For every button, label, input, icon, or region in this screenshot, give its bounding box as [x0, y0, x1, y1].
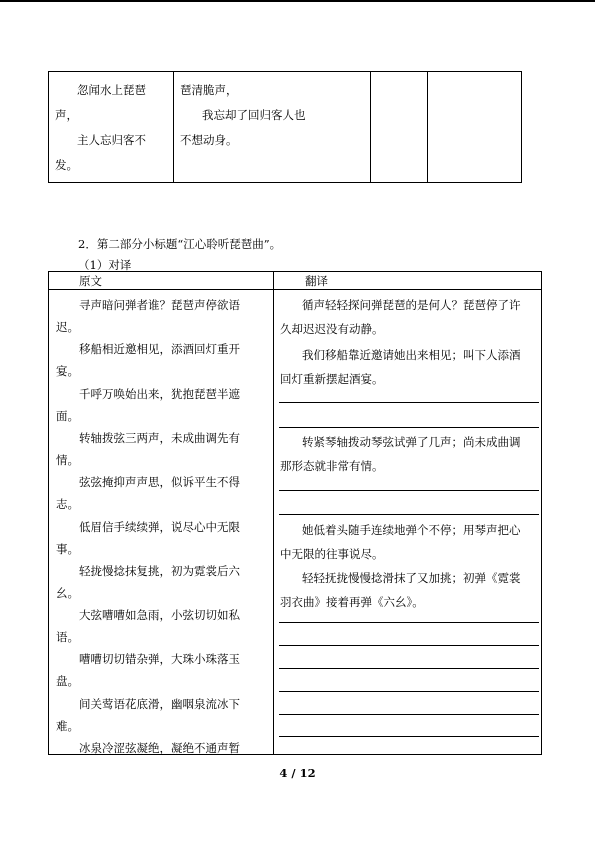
original-line: 间关莺语花底滑，幽咽泉流冰下: [79, 696, 240, 711]
answer-blank: [279, 645, 539, 646]
translation-line: 她低着头随手连续地弹个不停；用琴声把心: [302, 523, 521, 537]
answer-blank: [279, 668, 539, 669]
translation-line: 中无限的往事说尽。: [280, 547, 384, 561]
translation-line: 轻轻抚拢慢慢捻滑抹了又加挑；初弹《霓裳: [302, 571, 521, 585]
translation-line: 我们移船靠近邀请她出来相见；叫下人添酒: [302, 348, 521, 362]
translation-line: 久却迟迟没有动静。: [280, 322, 384, 336]
original-line: 事。: [56, 541, 79, 556]
original-line: 面。: [56, 408, 79, 423]
original-line: 难。: [56, 718, 79, 733]
text-line: 琶清脆声，: [180, 83, 238, 97]
text-line: 忽闻水上琵琶: [77, 83, 146, 97]
original-line: 志。: [56, 497, 79, 512]
original-line: 语。: [56, 630, 79, 645]
original-line: 寻声暗问弹者谁？琵琶声停欲语: [79, 298, 240, 312]
translation-table: [48, 271, 542, 755]
original-line: 迟。: [56, 320, 79, 334]
original-line: 轻拢慢捻抹复挑，初为霓裳后六: [79, 563, 240, 578]
original-line: 低眉信手续续弹，说尽心中无限: [79, 519, 240, 534]
text-line: 声，: [55, 108, 78, 122]
top-rule: [0, 0, 595, 2]
translation-line: 转紧琴轴拨动琴弦试弹了几声；尚未成曲调: [302, 435, 521, 449]
translation-line: 羽衣曲》接着再弹《六幺》。: [280, 595, 424, 609]
answer-blank: [279, 490, 539, 491]
original-text-cell: [49, 72, 174, 182]
text-line: 主人忘归客不: [77, 133, 146, 147]
translation-cell: [174, 72, 371, 182]
answer-blank: [279, 736, 539, 737]
answer-blank: [279, 427, 539, 428]
header-original: 原文: [79, 274, 102, 288]
page-number: 4 / 12: [279, 766, 316, 780]
answer-blank: [279, 514, 539, 515]
translation-line: 回灯重新摆起酒宴。: [280, 372, 384, 386]
text-line: 不想动身。: [180, 133, 238, 147]
original-line: 转轴拨弦三两声，未成曲调先有: [79, 430, 240, 445]
text-line: 发。: [55, 158, 78, 172]
original-line: 情。: [56, 452, 79, 467]
header-divider: [49, 289, 541, 290]
answer-blank: [279, 714, 539, 715]
section-title: 2．第二部分小标题“江心聆听琵琶曲”。: [78, 237, 282, 251]
original-line: 盘。: [56, 674, 79, 689]
translation-line: 循声轻轻探问弹琵琶的是何人？琵琶停了许: [302, 298, 521, 312]
empty-cell: [428, 72, 523, 182]
empty-cell: [371, 72, 428, 182]
continued-table: [48, 71, 522, 183]
answer-blank: [279, 622, 539, 623]
original-line: 宴。: [56, 364, 79, 379]
original-line: 幺。: [56, 585, 79, 600]
answer-blank: [279, 691, 539, 692]
translation-line: 那形态就非常有情。: [280, 459, 384, 473]
original-line: 大弦嘈嘈如急雨，小弦切切如私: [79, 608, 240, 623]
original-line: 嘈嘈切切错杂弹，大珠小珠落玉: [79, 652, 240, 667]
original-line: 冰泉冷涩弦凝绝，凝绝不通声暂: [79, 741, 240, 755]
original-line: 千呼万唤始出来，犹抱琵琶半遮: [79, 386, 240, 401]
answer-blank: [279, 402, 539, 403]
original-line: 弦弦掩抑声声思，似诉平生不得: [79, 475, 240, 490]
original-line: 移船相近邀相见，添酒回灯重开: [79, 342, 240, 357]
column-divider: [273, 272, 274, 754]
text-line: 我忘却了回归客人也: [202, 108, 306, 122]
header-translation: 翻译: [305, 274, 328, 288]
subsection-title: （1）对译: [78, 258, 132, 272]
